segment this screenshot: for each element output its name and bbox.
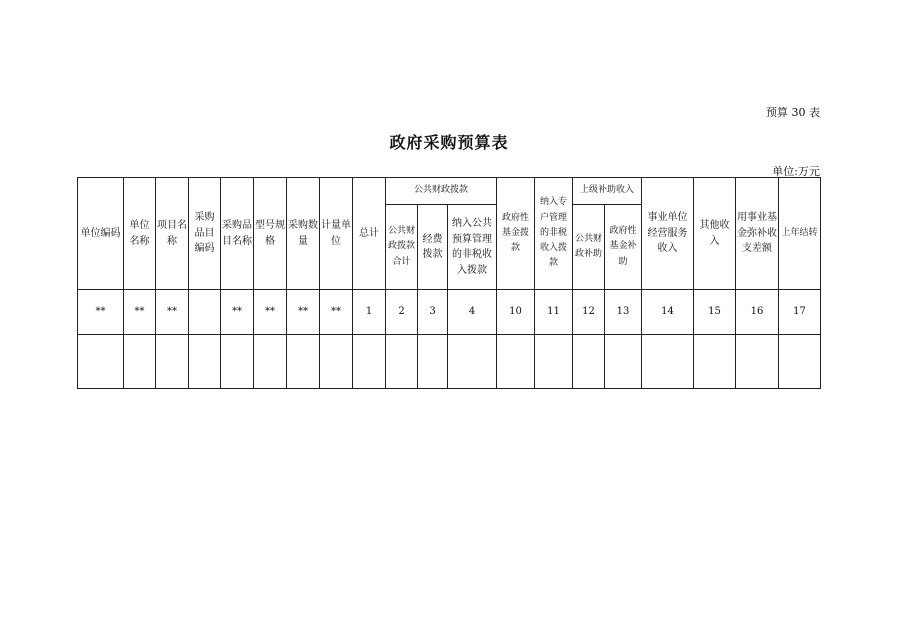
form-number: 预算 30 表 [766,106,820,119]
header-row-top [78,178,821,205]
table-cell [736,335,779,389]
table-cell [189,335,221,389]
col-header-nontax-fiscal: 纳入公共预算管理的非税收入拨款 [448,205,497,290]
table-cell: 17 [779,290,821,335]
table-cell [448,335,497,389]
table-cell: 4 [448,290,497,335]
table-cell [287,335,320,389]
table-cell [353,335,386,389]
table-row-empty [78,335,821,389]
table-cell: 1 [353,290,386,335]
col-header-item-name: 采购品目名称 [221,178,254,290]
col-group-fiscal: 公共财政拨款 [386,178,497,205]
table-cell: ** [156,290,189,335]
col-header-project-name: 项目名称 [156,178,189,290]
table-cell [78,335,124,389]
col-header-item-code: 采购品目编码 [189,178,221,290]
table-cell: ** [78,290,124,335]
col-header-total: 总计 [353,178,386,290]
col-header-measure-unit: 计量单位 [320,178,353,290]
table-cell: ** [221,290,254,335]
table-cell: ** [287,290,320,335]
col-header-nontax-special: 纳入专户管理的非税收入拨款 [535,178,573,290]
col-group-subsidy: 上级补助收入 [573,178,642,205]
table-cell [418,335,448,389]
table-cell: ** [124,290,156,335]
col-header-carryover: 上年结转 [779,178,821,290]
table-cell: 16 [736,290,779,335]
table-cell: ** [254,290,287,335]
col-header-quantity: 采购数量 [287,178,320,290]
col-header-fiscal-total: 公共财政拨款合计 [386,205,418,290]
table-cell [694,335,736,389]
table-cell: 12 [573,290,605,335]
table-cell [124,335,156,389]
table-cell: 14 [642,290,694,335]
table-cell [535,335,573,389]
table-cell [221,335,254,389]
col-header-funding: 经费拨款 [418,205,448,290]
col-header-subsidy-gov-fund: 政府性基金补助 [605,205,642,290]
col-header-unit-name: 单位名称 [124,178,156,290]
table-cell [320,335,353,389]
table-cell [189,290,221,335]
col-header-fund-balance: 用事业基金弥补收支差额 [736,178,779,290]
table-cell: ** [320,290,353,335]
col-header-model-spec: 型号规格 [254,178,287,290]
table-cell: 15 [694,290,736,335]
table-cell: 13 [605,290,642,335]
table-row-index [78,290,821,335]
col-header-subsidy-fiscal: 公共财政补助 [573,205,605,290]
table-cell [605,335,642,389]
currency-unit: 单位:万元 [772,165,820,178]
table-cell [779,335,821,389]
table-cell [642,335,694,389]
col-header-other-income: 其他收入 [694,178,736,290]
col-header-unit-code: 单位编码 [78,178,124,290]
procurement-budget-table [77,177,821,389]
table-cell [573,335,605,389]
table-cell: 3 [418,290,448,335]
page-title: 政府采购预算表 [389,133,509,152]
col-header-business-income: 事业单位经营服务收入 [642,178,694,290]
table-cell [254,335,287,389]
table-cell [497,335,535,389]
table-cell: 11 [535,290,573,335]
col-header-gov-fund: 政府性基金拨款 [497,178,535,290]
table-cell: 10 [497,290,535,335]
table-cell: 2 [386,290,418,335]
table-cell [156,335,189,389]
table-cell [386,335,418,389]
